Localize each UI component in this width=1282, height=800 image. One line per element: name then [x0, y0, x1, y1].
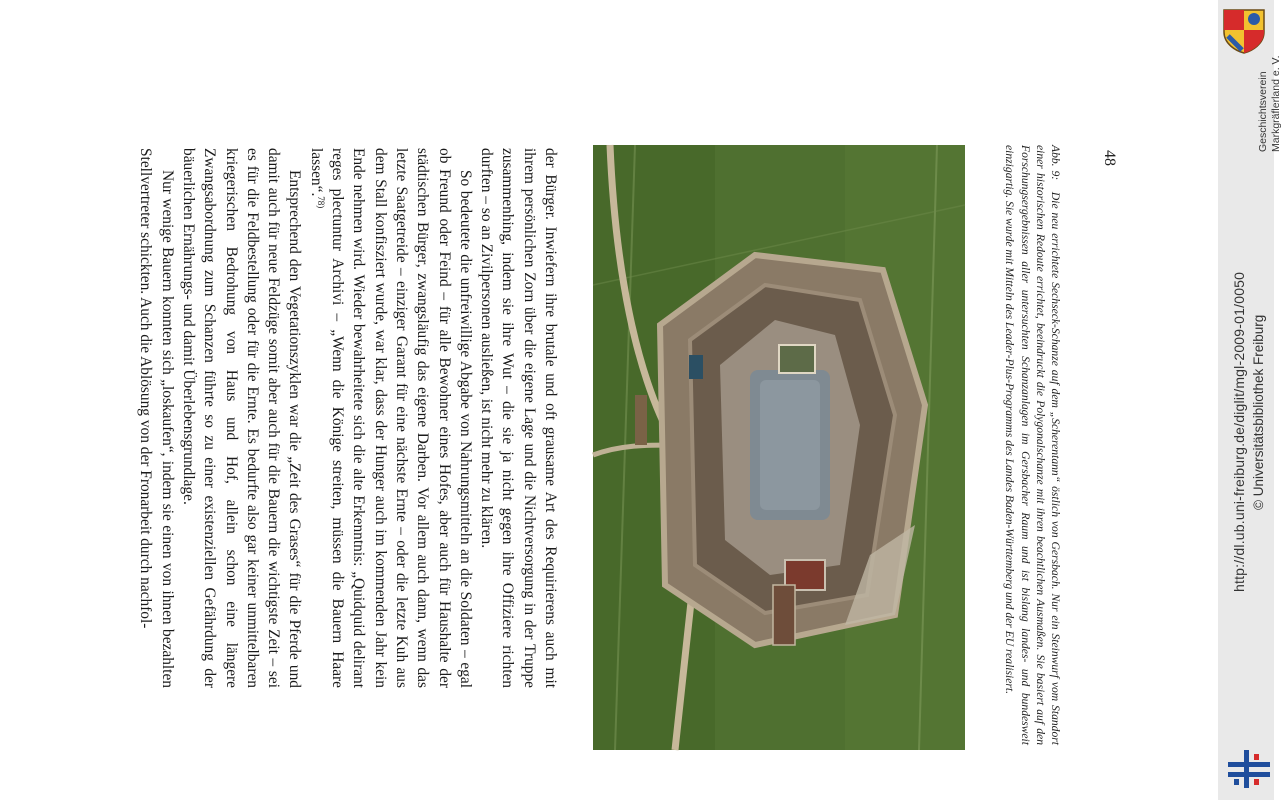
figure-caption	[1002, 145, 1063, 745]
body-text	[121, 148, 561, 688]
caption-text: Die neu errichtete Sechseck-Schanze auf dem „Scherentann“ östlich von Gersbach. Nur ein Steinwurf vom Standort einer historischen Redoute errichtet, beeindruckt die Polygonalschanze mit ihren beachtlichen Ausmaßen. Sie basiert auf den Forschungsergebnissen aller untersuchten Schanzanlagen im Gersbacher Raum und ist bislang landes- und bundesweit einzigartig. Sie wurde mit Mitteln des Leader-Plus-Programms des Landes Baden-Württemberg und der EU realisiert.	[1003, 145, 1062, 745]
footnote-reference: 78)	[315, 196, 326, 209]
paragraph-2-text: So bedeutete die unfreiwillige Abgabe von Nahrungsmitteln an die Soldaten – egal ob Freund oder Feind – für alle Bewohner eines Hofes, aber auch für Haushalte der städtischen Bürger, zwangsläufig das eigene Darben. Vor allem auch dann, wenn das letzte Saatgetreide – einziger Garant für eine nächste Ernte – oder die letzte Kuh aus dem Stall konfisziert wurde, war klar, dass der Hunger auch im kommenden Jahr kein Ende nehmen wird. Wieder bewahrheitete sich die alte Erkenntnis: „Quidquid delirant reges plectuntur Archivi – „Wenn die Könige streiten, müssen die Bauern Haare lassen“.	[307, 148, 474, 688]
aerial-photo-drawing	[593, 145, 965, 750]
ub-freiburg-logo-icon	[1228, 748, 1270, 790]
society-name-line-1: Geschichtsverein	[1257, 71, 1269, 152]
paragraph-4: Nur wenige Bauern konnten sich „loskaufen“, indem sie einen von ihnen bezahlten Stellvertreter schickten. Auch die Ablösung von der Fronarbeit durch nachfol-	[137, 148, 176, 688]
library-copyright: © Universitätsbibliothek Freiburg	[1251, 314, 1266, 510]
coat-of-arms-icon	[1222, 8, 1266, 54]
source-url-link[interactable]: http://dl.ub.uni-freiburg.de/diglit/mgl-2009-01/0050	[1231, 271, 1247, 592]
paragraph-1: der Bürger. Inwiefern ihre brutale und oft grausame Art des Requirierens auch mit ihrem persönlichen Zorn über die eigene Lage und die Nichtversorgung in der Truppe zusammenhing, indem sie ihre Wut – die sie ja nicht gegen ihre Offiziere richten durften – so an Zivilpersonen ausließen, ist nicht mehr zu klären.	[478, 148, 559, 688]
page-number: 48	[1101, 150, 1118, 166]
paragraph-3: Entsprechend den Vegetationszyklen war die „Zeit des Grases“ für die Pferde und damit auch für neue Feldzüge somit aber auch für die Bauern die wichtigste Zeit – sei es für die Feldbestellung oder für die Ernte. Es bedurfte also gar keiner unmittelbaren kriegerischen Bedrohung von Haus und Hof, allein schon eine längere Zwangsabordnung zum Schanzen führte so zu einer existenziellen Gefährdung der bäuerlichen Ernährungs- und damit Überlebensgrundlage.	[179, 148, 304, 688]
aerial-photo-hexagonal-redoubt	[593, 145, 965, 750]
caption-label: Abb. 9:	[1049, 145, 1062, 181]
paragraph-2	[305, 148, 475, 688]
society-name-line-2: Markgräflerland e. V.	[1270, 55, 1282, 152]
